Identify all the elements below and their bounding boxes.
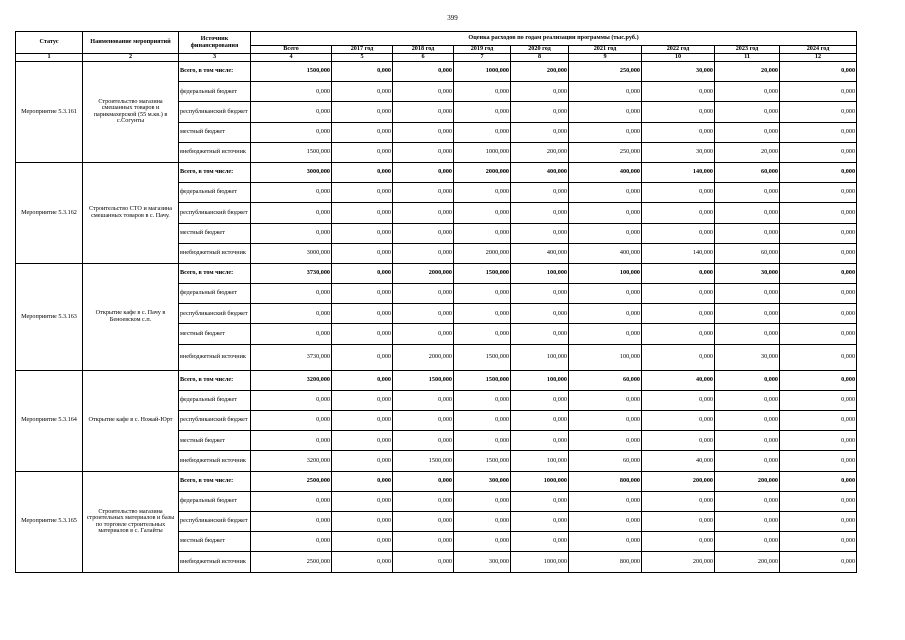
amount-cell: 0,000 xyxy=(511,102,569,122)
amount-cell: 0,000 xyxy=(780,62,857,82)
amount-cell: 0,000 xyxy=(393,223,454,243)
amount-cell: 0,000 xyxy=(332,183,393,203)
amount-cell: 0,000 xyxy=(642,304,715,324)
amount-cell: 0,000 xyxy=(332,223,393,243)
funding-source: федеральный бюджет xyxy=(179,183,251,203)
column-index-5: 6 xyxy=(393,54,454,62)
amount-cell: 0,000 xyxy=(569,102,642,122)
amount-cell: 0,000 xyxy=(715,370,780,390)
amount-cell: 0,000 xyxy=(393,304,454,324)
amount-cell: 0,000 xyxy=(780,552,857,572)
table-row xyxy=(16,62,857,82)
amount-cell: 0,000 xyxy=(251,304,332,324)
amount-cell: 0,000 xyxy=(251,390,332,410)
funding-source: местный бюджет xyxy=(179,532,251,552)
amount-cell: 0,000 xyxy=(454,491,511,511)
amount-cell: 0,000 xyxy=(511,122,569,142)
amount-cell: 0,000 xyxy=(454,304,511,324)
column-index-0: 1 xyxy=(16,54,83,62)
amount-cell: 0,000 xyxy=(454,431,511,451)
amount-cell: 0,000 xyxy=(393,183,454,203)
header-column-3: 2019 год xyxy=(454,46,511,54)
amount-cell: 0,000 xyxy=(780,411,857,431)
amount-cell: 0,000 xyxy=(332,552,393,572)
amount-cell: 0,000 xyxy=(569,284,642,304)
funding-source: федеральный бюджет xyxy=(179,491,251,511)
amount-cell: 0,000 xyxy=(454,390,511,410)
amount-cell: 400,000 xyxy=(569,243,642,263)
amount-cell: 2500,000 xyxy=(251,552,332,572)
amount-cell: 200,000 xyxy=(715,471,780,491)
funding-source: Всего, в том числе: xyxy=(179,471,251,491)
amount-cell: 3730,000 xyxy=(251,344,332,370)
funding-source: внебюджетный источник xyxy=(179,142,251,162)
amount-cell: 1500,000 xyxy=(454,344,511,370)
amount-cell: 0,000 xyxy=(780,243,857,263)
amount-cell: 0,000 xyxy=(454,122,511,142)
amount-cell: 0,000 xyxy=(642,411,715,431)
amount-cell: 0,000 xyxy=(251,122,332,142)
amount-cell: 0,000 xyxy=(393,142,454,162)
funding-source: местный бюджет xyxy=(179,223,251,243)
amount-cell: 0,000 xyxy=(780,431,857,451)
amount-cell: 0,000 xyxy=(642,263,715,283)
amount-cell: 60,000 xyxy=(569,370,642,390)
amount-cell: 0,000 xyxy=(251,223,332,243)
amount-cell: 0,000 xyxy=(332,344,393,370)
amount-cell: 0,000 xyxy=(569,304,642,324)
amount-cell: 0,000 xyxy=(332,390,393,410)
amount-cell: 300,000 xyxy=(454,552,511,572)
header-column-8: 2024 год xyxy=(780,46,857,54)
amount-cell: 0,000 xyxy=(332,122,393,142)
amount-cell: 0,000 xyxy=(251,431,332,451)
header-source: Источник финансирования xyxy=(179,32,251,54)
amount-cell: 20,000 xyxy=(715,62,780,82)
amount-cell: 200,000 xyxy=(642,552,715,572)
amount-cell: 400,000 xyxy=(511,162,569,182)
amount-cell: 0,000 xyxy=(332,102,393,122)
amount-cell: 30,000 xyxy=(715,263,780,283)
amount-cell: 3730,000 xyxy=(251,263,332,283)
amount-cell: 0,000 xyxy=(332,304,393,324)
amount-cell: 0,000 xyxy=(393,62,454,82)
column-index-7: 8 xyxy=(511,54,569,62)
amount-cell: 0,000 xyxy=(780,183,857,203)
amount-cell: 0,000 xyxy=(780,284,857,304)
amount-cell: 0,000 xyxy=(780,390,857,410)
amount-cell: 0,000 xyxy=(642,223,715,243)
amount-cell: 0,000 xyxy=(393,431,454,451)
amount-cell: 1000,000 xyxy=(511,471,569,491)
amount-cell: 0,000 xyxy=(332,82,393,102)
funding-source: Всего, в том числе: xyxy=(179,263,251,283)
amount-cell: 200,000 xyxy=(715,552,780,572)
column-index-9: 10 xyxy=(642,54,715,62)
amount-cell: 0,000 xyxy=(715,82,780,102)
amount-cell: 0,000 xyxy=(642,203,715,223)
amount-cell: 0,000 xyxy=(454,511,511,531)
amount-cell: 0,000 xyxy=(642,324,715,344)
column-index-3: 4 xyxy=(251,54,332,62)
amount-cell: 0,000 xyxy=(780,82,857,102)
amount-cell: 1000,000 xyxy=(511,552,569,572)
amount-cell: 0,000 xyxy=(393,284,454,304)
amount-cell: 2500,000 xyxy=(251,471,332,491)
header-name: Наименование мероприятий xyxy=(83,32,179,54)
amount-cell: 0,000 xyxy=(715,532,780,552)
table-row xyxy=(16,370,857,390)
amount-cell: 1500,000 xyxy=(251,142,332,162)
amount-cell: 0,000 xyxy=(511,203,569,223)
amount-cell: 100,000 xyxy=(511,344,569,370)
funding-source: Всего, в том числе: xyxy=(179,62,251,82)
amount-cell: 0,000 xyxy=(332,511,393,531)
amount-cell: 0,000 xyxy=(780,511,857,531)
header-column-7: 2023 год xyxy=(715,46,780,54)
header-column-5: 2021 год xyxy=(569,46,642,54)
amount-cell: 0,000 xyxy=(251,532,332,552)
amount-cell: 0,000 xyxy=(393,532,454,552)
table-row xyxy=(16,162,857,182)
activity-status: Мероприятие 5.3.163 xyxy=(16,263,83,370)
amount-cell: 800,000 xyxy=(569,471,642,491)
activity-name: Открытие кафе в с. Ножай-Юрт xyxy=(83,370,179,471)
amount-cell: 30,000 xyxy=(715,344,780,370)
amount-cell: 0,000 xyxy=(569,122,642,142)
amount-cell: 0,000 xyxy=(454,532,511,552)
amount-cell: 0,000 xyxy=(780,370,857,390)
amount-cell: 0,000 xyxy=(332,62,393,82)
amount-cell: 100,000 xyxy=(511,451,569,471)
funding-source: местный бюджет xyxy=(179,324,251,344)
amount-cell: 0,000 xyxy=(511,532,569,552)
amount-cell: 0,000 xyxy=(332,324,393,344)
amount-cell: 1500,000 xyxy=(454,263,511,283)
amount-cell: 0,000 xyxy=(511,284,569,304)
amount-cell: 0,000 xyxy=(454,82,511,102)
amount-cell: 100,000 xyxy=(569,344,642,370)
amount-cell: 0,000 xyxy=(715,223,780,243)
amount-cell: 0,000 xyxy=(569,390,642,410)
amount-cell: 3000,000 xyxy=(251,162,332,182)
activity-name: Открытие кафе в с. Пачу в Беноевском с.п. xyxy=(83,263,179,370)
amount-cell: 3200,000 xyxy=(251,451,332,471)
amount-cell: 0,000 xyxy=(454,203,511,223)
amount-cell: 0,000 xyxy=(393,411,454,431)
amount-cell: 0,000 xyxy=(454,284,511,304)
amount-cell: 30,000 xyxy=(642,62,715,82)
header-column-2: 2018 год xyxy=(393,46,454,54)
amount-cell: 0,000 xyxy=(715,390,780,410)
amount-cell: 800,000 xyxy=(569,552,642,572)
amount-cell: 3000,000 xyxy=(251,243,332,263)
funding-source: федеральный бюджет xyxy=(179,284,251,304)
table-row xyxy=(16,471,857,491)
amount-cell: 30,000 xyxy=(642,142,715,162)
amount-cell: 0,000 xyxy=(393,122,454,142)
activity-name: Строительство магазина смешанных товаров и парикмахерской (55 м.кв.) в с.Согунты xyxy=(83,62,179,163)
amount-cell: 0,000 xyxy=(715,411,780,431)
column-index-11: 12 xyxy=(780,54,857,62)
funding-source: внебюджетный источник xyxy=(179,243,251,263)
amount-cell: 0,000 xyxy=(393,471,454,491)
amount-cell: 0,000 xyxy=(780,532,857,552)
amount-cell: 0,000 xyxy=(715,284,780,304)
amount-cell: 0,000 xyxy=(393,102,454,122)
amount-cell: 0,000 xyxy=(332,263,393,283)
amount-cell: 60,000 xyxy=(715,243,780,263)
activity-status: Мероприятие 5.3.161 xyxy=(16,62,83,163)
amount-cell: 3200,000 xyxy=(251,370,332,390)
amount-cell: 40,000 xyxy=(642,370,715,390)
amount-cell: 0,000 xyxy=(569,324,642,344)
amount-cell: 0,000 xyxy=(569,223,642,243)
amount-cell: 0,000 xyxy=(780,324,857,344)
amount-cell: 0,000 xyxy=(642,491,715,511)
amount-cell: 1000,000 xyxy=(454,142,511,162)
amount-cell: 0,000 xyxy=(251,102,332,122)
activity-name: Строительство СТО и магазина смешанных товаров в с. Пачу. xyxy=(83,162,179,263)
amount-cell: 1500,000 xyxy=(454,370,511,390)
funding-source: республиканский бюджет xyxy=(179,102,251,122)
funding-source: Всего, в том числе: xyxy=(179,370,251,390)
amount-cell: 0,000 xyxy=(715,491,780,511)
page-number: 399 xyxy=(447,14,458,22)
funding-source: местный бюджет xyxy=(179,431,251,451)
amount-cell: 0,000 xyxy=(332,370,393,390)
amount-cell: 0,000 xyxy=(454,324,511,344)
amount-cell: 0,000 xyxy=(642,82,715,102)
amount-cell: 0,000 xyxy=(251,203,332,223)
amount-cell: 100,000 xyxy=(511,263,569,283)
amount-cell: 0,000 xyxy=(251,183,332,203)
column-index-10: 11 xyxy=(715,54,780,62)
header-column-6: 2022 год xyxy=(642,46,715,54)
funding-source: внебюджетный источник xyxy=(179,451,251,471)
amount-cell: 100,000 xyxy=(569,263,642,283)
amount-cell: 0,000 xyxy=(511,324,569,344)
amount-cell: 0,000 xyxy=(393,203,454,223)
amount-cell: 0,000 xyxy=(332,491,393,511)
activity-status: Мероприятие 5.3.165 xyxy=(16,471,83,572)
amount-cell: 0,000 xyxy=(715,324,780,344)
amount-cell: 0,000 xyxy=(569,203,642,223)
activity-status: Мероприятие 5.3.162 xyxy=(16,162,83,263)
amount-cell: 0,000 xyxy=(715,304,780,324)
amount-cell: 140,000 xyxy=(642,243,715,263)
amount-cell: 1500,000 xyxy=(393,451,454,471)
expense-table xyxy=(15,31,857,573)
column-index-2: 3 xyxy=(179,54,251,62)
amount-cell: 0,000 xyxy=(393,324,454,344)
amount-cell: 0,000 xyxy=(511,511,569,531)
amount-cell: 2000,000 xyxy=(393,263,454,283)
amount-cell: 0,000 xyxy=(251,491,332,511)
amount-cell: 0,000 xyxy=(332,451,393,471)
column-index-8: 9 xyxy=(569,54,642,62)
funding-source: федеральный бюджет xyxy=(179,82,251,102)
amount-cell: 0,000 xyxy=(569,511,642,531)
amount-cell: 0,000 xyxy=(715,451,780,471)
amount-cell: 0,000 xyxy=(332,203,393,223)
amount-cell: 2000,000 xyxy=(454,162,511,182)
amount-cell: 100,000 xyxy=(511,370,569,390)
amount-cell: 0,000 xyxy=(569,431,642,451)
amount-cell: 60,000 xyxy=(715,162,780,182)
amount-cell: 0,000 xyxy=(715,511,780,531)
header-estimate: Оценка расходов по годам реализации программы (тыс.руб.) xyxy=(251,32,857,46)
funding-source: местный бюджет xyxy=(179,122,251,142)
table-row xyxy=(16,263,857,283)
amount-cell: 0,000 xyxy=(780,344,857,370)
amount-cell: 0,000 xyxy=(332,411,393,431)
funding-source: внебюджетный источник xyxy=(179,344,251,370)
funding-source: внебюджетный источник xyxy=(179,552,251,572)
amount-cell: 0,000 xyxy=(332,471,393,491)
amount-cell: 140,000 xyxy=(642,162,715,182)
amount-cell: 0,000 xyxy=(569,491,642,511)
amount-cell: 0,000 xyxy=(780,122,857,142)
amount-cell: 0,000 xyxy=(511,411,569,431)
amount-cell: 0,000 xyxy=(569,411,642,431)
amount-cell: 0,000 xyxy=(251,324,332,344)
header-column-4: 2020 год xyxy=(511,46,569,54)
amount-cell: 1500,000 xyxy=(393,370,454,390)
amount-cell: 0,000 xyxy=(715,102,780,122)
amount-cell: 0,000 xyxy=(511,223,569,243)
amount-cell: 0,000 xyxy=(642,431,715,451)
amount-cell: 0,000 xyxy=(393,82,454,102)
header-column-0: Всего xyxy=(251,46,332,54)
funding-source: федеральный бюджет xyxy=(179,390,251,410)
amount-cell: 0,000 xyxy=(332,142,393,162)
amount-cell: 0,000 xyxy=(251,511,332,531)
amount-cell: 0,000 xyxy=(454,411,511,431)
amount-cell: 250,000 xyxy=(569,142,642,162)
funding-source: Всего, в том числе: xyxy=(179,162,251,182)
activity-name: Строительство магазина строительных материалов и базы по торговле строительных материалов в с. Галайты xyxy=(83,471,179,572)
activity-status: Мероприятие 5.3.164 xyxy=(16,370,83,471)
amount-cell: 200,000 xyxy=(511,142,569,162)
amount-cell: 0,000 xyxy=(511,304,569,324)
amount-cell: 0,000 xyxy=(569,532,642,552)
amount-cell: 250,000 xyxy=(569,62,642,82)
column-index-6: 7 xyxy=(454,54,511,62)
amount-cell: 0,000 xyxy=(780,491,857,511)
amount-cell: 200,000 xyxy=(511,62,569,82)
funding-source: республиканский бюджет xyxy=(179,304,251,324)
amount-cell: 0,000 xyxy=(715,183,780,203)
amount-cell: 0,000 xyxy=(511,183,569,203)
amount-cell: 0,000 xyxy=(642,511,715,531)
amount-cell: 400,000 xyxy=(511,243,569,263)
amount-cell: 0,000 xyxy=(251,411,332,431)
funding-source: республиканский бюджет xyxy=(179,203,251,223)
amount-cell: 0,000 xyxy=(511,491,569,511)
amount-cell: 60,000 xyxy=(569,451,642,471)
amount-cell: 0,000 xyxy=(393,162,454,182)
amount-cell: 0,000 xyxy=(715,431,780,451)
amount-cell: 400,000 xyxy=(569,162,642,182)
amount-cell: 0,000 xyxy=(454,183,511,203)
amount-cell: 0,000 xyxy=(332,532,393,552)
amount-cell: 300,000 xyxy=(454,471,511,491)
amount-cell: 0,000 xyxy=(780,203,857,223)
amount-cell: 0,000 xyxy=(642,284,715,304)
amount-cell: 0,000 xyxy=(780,451,857,471)
amount-cell: 1500,000 xyxy=(454,451,511,471)
amount-cell: 0,000 xyxy=(780,304,857,324)
amount-cell: 0,000 xyxy=(642,122,715,142)
amount-cell: 0,000 xyxy=(642,344,715,370)
amount-cell: 1500,000 xyxy=(251,62,332,82)
amount-cell: 0,000 xyxy=(569,183,642,203)
amount-cell: 0,000 xyxy=(780,223,857,243)
amount-cell: 0,000 xyxy=(511,431,569,451)
amount-cell: 0,000 xyxy=(393,243,454,263)
amount-cell: 2000,000 xyxy=(454,243,511,263)
amount-cell: 20,000 xyxy=(715,142,780,162)
amount-cell: 0,000 xyxy=(715,122,780,142)
amount-cell: 0,000 xyxy=(780,263,857,283)
amount-cell: 0,000 xyxy=(454,102,511,122)
amount-cell: 40,000 xyxy=(642,451,715,471)
amount-cell: 0,000 xyxy=(642,532,715,552)
amount-cell: 0,000 xyxy=(332,162,393,182)
amount-cell: 0,000 xyxy=(569,82,642,102)
amount-cell: 0,000 xyxy=(251,82,332,102)
column-index-4: 5 xyxy=(332,54,393,62)
amount-cell: 0,000 xyxy=(511,82,569,102)
amount-cell: 0,000 xyxy=(642,183,715,203)
amount-cell: 0,000 xyxy=(642,390,715,410)
amount-cell: 0,000 xyxy=(393,552,454,572)
amount-cell: 0,000 xyxy=(332,243,393,263)
amount-cell: 0,000 xyxy=(251,284,332,304)
amount-cell: 0,000 xyxy=(332,284,393,304)
amount-cell: 200,000 xyxy=(642,471,715,491)
amount-cell: 0,000 xyxy=(642,102,715,122)
column-index-1: 2 xyxy=(83,54,179,62)
amount-cell: 0,000 xyxy=(511,390,569,410)
amount-cell: 1000,000 xyxy=(454,62,511,82)
amount-cell: 0,000 xyxy=(454,223,511,243)
header-column-1: 2017 год xyxy=(332,46,393,54)
amount-cell: 0,000 xyxy=(332,431,393,451)
amount-cell: 0,000 xyxy=(780,162,857,182)
amount-cell: 0,000 xyxy=(393,390,454,410)
amount-cell: 0,000 xyxy=(780,142,857,162)
funding-source: республиканский бюджет xyxy=(179,411,251,431)
amount-cell: 0,000 xyxy=(393,491,454,511)
amount-cell: 0,000 xyxy=(715,203,780,223)
amount-cell: 2000,000 xyxy=(393,344,454,370)
amount-cell: 0,000 xyxy=(393,511,454,531)
funding-source: республиканский бюджет xyxy=(179,511,251,531)
amount-cell: 0,000 xyxy=(780,471,857,491)
header-status: Статус xyxy=(16,32,83,54)
amount-cell: 0,000 xyxy=(780,102,857,122)
